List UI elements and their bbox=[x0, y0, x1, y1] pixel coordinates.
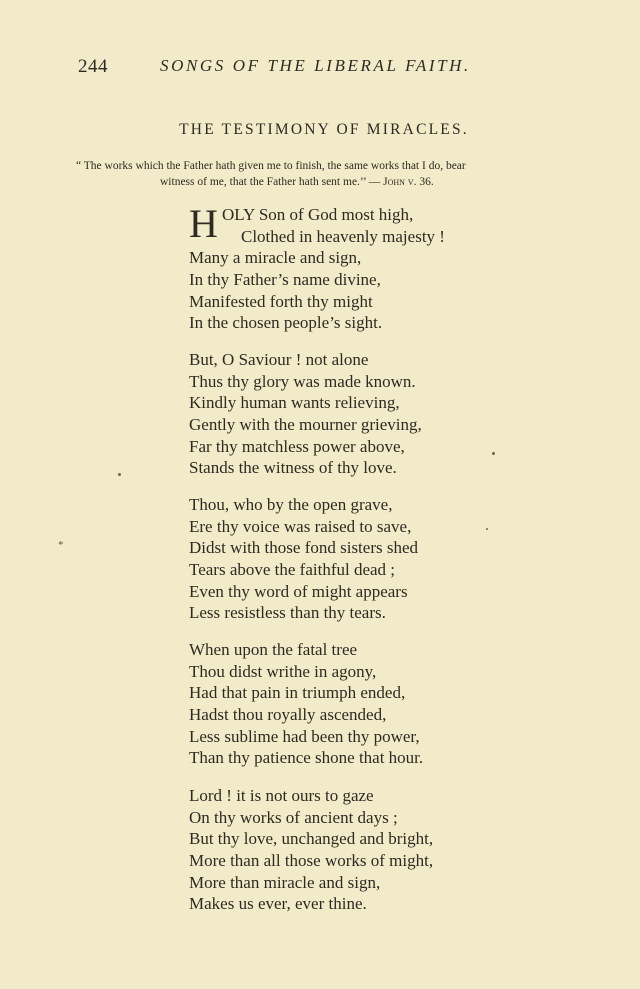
poem-line: Clothed in heavenly majesty ! bbox=[241, 226, 445, 246]
poem-line: Tears above the faithful dead ; bbox=[189, 560, 396, 580]
poem-line: Than thy patience shone that hour. bbox=[189, 748, 424, 768]
asterisk-mark: * bbox=[58, 539, 64, 551]
poem-line: Less sublime had been thy power, bbox=[189, 726, 420, 746]
poem-line: Didst with those fond sisters shed bbox=[189, 538, 419, 558]
ink-speck bbox=[486, 528, 488, 530]
epigraph-citation: John v. 36. bbox=[383, 176, 434, 188]
epigraph-line-2 bbox=[76, 174, 576, 190]
drop-cap: H bbox=[189, 201, 218, 246]
poem-line: Stands the witness of thy love. bbox=[189, 458, 397, 478]
stanza-3 bbox=[189, 494, 418, 624]
poem-line: Thou didst writhe in agony, bbox=[189, 661, 377, 681]
stanza-5 bbox=[189, 785, 433, 915]
poem-line: In the chosen people’s sight. bbox=[189, 313, 383, 333]
poem-line: Far thy matchless power above, bbox=[189, 436, 405, 456]
epigraph-line-1: “ The works which the Father hath given me to finish, the same works that I do, bear bbox=[76, 160, 466, 172]
poem-line: More than all those works of might, bbox=[189, 851, 434, 871]
running-title: SONGS OF THE LIBERAL FAITH. bbox=[160, 56, 471, 75]
ink-speck bbox=[492, 452, 495, 455]
poem-line: Makes us ever, ever thine. bbox=[189, 894, 367, 914]
poem-line: Even thy word of might appears bbox=[189, 581, 408, 601]
ink-speck bbox=[118, 473, 121, 476]
poem-line: Kindly human wants relieving, bbox=[189, 393, 400, 413]
poem-line: Manifested forth thy might bbox=[189, 291, 373, 311]
poem-line: Gently with the mourner grieving, bbox=[189, 415, 422, 435]
poem-line: Thus thy glory was made known. bbox=[189, 371, 416, 391]
poem-title: THE TESTIMONY OF MIRACLES. bbox=[179, 121, 469, 138]
page-number: 244 bbox=[78, 56, 108, 77]
poem-line: Had that pain in triumph ended, bbox=[189, 683, 406, 703]
epigraph bbox=[76, 158, 576, 190]
poem-line: Thou, who by the open grave, bbox=[189, 495, 393, 514]
stanza-4 bbox=[189, 639, 423, 769]
poem-line: Hadst thou royally ascended, bbox=[189, 705, 387, 725]
poem-line: When upon the fatal tree bbox=[189, 640, 358, 659]
poem-line: Less resistless than thy tears. bbox=[189, 603, 386, 623]
stanza-1 bbox=[189, 201, 445, 334]
poem-line: OLY Son of God most high, bbox=[222, 205, 414, 224]
poem-line: Many a miracle and sign, bbox=[189, 248, 362, 268]
poem-line: On thy works of ancient days ; bbox=[189, 807, 398, 827]
poem-line: More than miracle and sign, bbox=[189, 872, 381, 892]
poem-line: Ere thy voice was raised to save, bbox=[189, 516, 412, 536]
epigraph-text: witness of me, that the Father hath sent me.’’ — bbox=[160, 176, 384, 188]
poem-line: In thy Father’s name divine, bbox=[189, 270, 381, 290]
stanza-2 bbox=[189, 349, 422, 479]
poem-line: Lord ! it is not ours to gaze bbox=[189, 786, 374, 805]
poem-line: But, O Saviour ! not alone bbox=[189, 350, 369, 369]
poem-line: But thy love, unchanged and bright, bbox=[189, 829, 434, 849]
